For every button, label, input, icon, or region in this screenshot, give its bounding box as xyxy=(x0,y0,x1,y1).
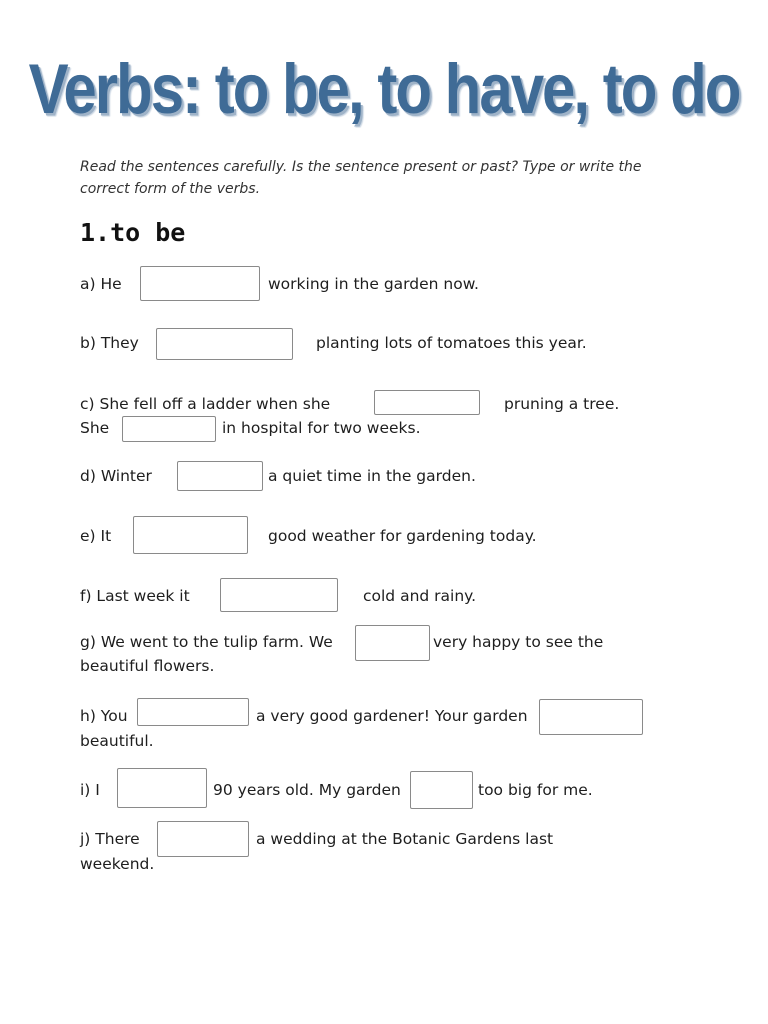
item-g-label: g) We went to the tulip farm. We xyxy=(80,633,333,651)
item-f-label: f) Last week it xyxy=(80,587,190,605)
instructions: Read the sentences carefully. Is the sentence present or past? Type or write the correct form of the verbs. xyxy=(80,159,642,197)
item-h-text: a very good gardener! Your garden xyxy=(256,707,528,725)
item-c-text: pruning a tree. xyxy=(504,395,620,413)
item-b-label: b) They xyxy=(80,334,139,352)
answer-input-h2[interactable] xyxy=(539,699,643,735)
item-b-text: planting lots of tomatoes this year. xyxy=(316,334,587,352)
answer-input-f[interactable] xyxy=(220,578,338,612)
answer-input-i2[interactable] xyxy=(410,771,473,809)
item-a-label: a) He xyxy=(80,275,122,293)
item-i-text2: too big for me. xyxy=(478,781,593,799)
item-f-text: cold and rainy. xyxy=(363,587,477,605)
item-g-line2: beautiful flowers. xyxy=(80,657,215,675)
item-j-line2: weekend. xyxy=(80,855,155,873)
item-h-label: h) You xyxy=(80,707,128,725)
item-h-line2: beautiful. xyxy=(80,732,154,750)
item-c-line2-text: in hospital for two weeks. xyxy=(222,419,421,437)
item-c-line2-label: She xyxy=(80,419,110,437)
answer-input-c2[interactable] xyxy=(122,416,216,442)
item-e-text: good weather for gardening today. xyxy=(268,527,537,545)
answer-input-c1[interactable] xyxy=(374,390,480,415)
worksheet-title: Verbs: to be, to have, to do xyxy=(28,49,740,129)
answer-input-i1[interactable] xyxy=(117,768,207,808)
item-d-text: a quiet time in the garden. xyxy=(268,467,476,485)
item-j-label: j) There xyxy=(80,830,140,848)
item-j-text: a wedding at the Botanic Gardens last xyxy=(256,830,554,848)
answer-input-e[interactable] xyxy=(133,516,248,554)
item-i-label: i) I xyxy=(80,781,100,799)
answer-input-d[interactable] xyxy=(177,461,263,491)
item-i-text: 90 years old. My garden xyxy=(213,781,401,799)
answer-input-b[interactable] xyxy=(156,328,293,360)
answer-input-j[interactable] xyxy=(157,821,249,857)
item-g-text: very happy to see the xyxy=(433,633,604,651)
item-e-label: e) It xyxy=(80,527,112,545)
answer-input-g[interactable] xyxy=(355,625,430,661)
answer-input-h1[interactable] xyxy=(137,698,249,726)
answer-input-a[interactable] xyxy=(140,266,260,301)
item-d-label: d) Winter xyxy=(80,467,152,485)
item-a-text: working in the garden now. xyxy=(268,275,479,293)
section-heading: 1.to be xyxy=(80,218,186,247)
item-c-label: c) She fell off a ladder when she xyxy=(80,395,331,413)
